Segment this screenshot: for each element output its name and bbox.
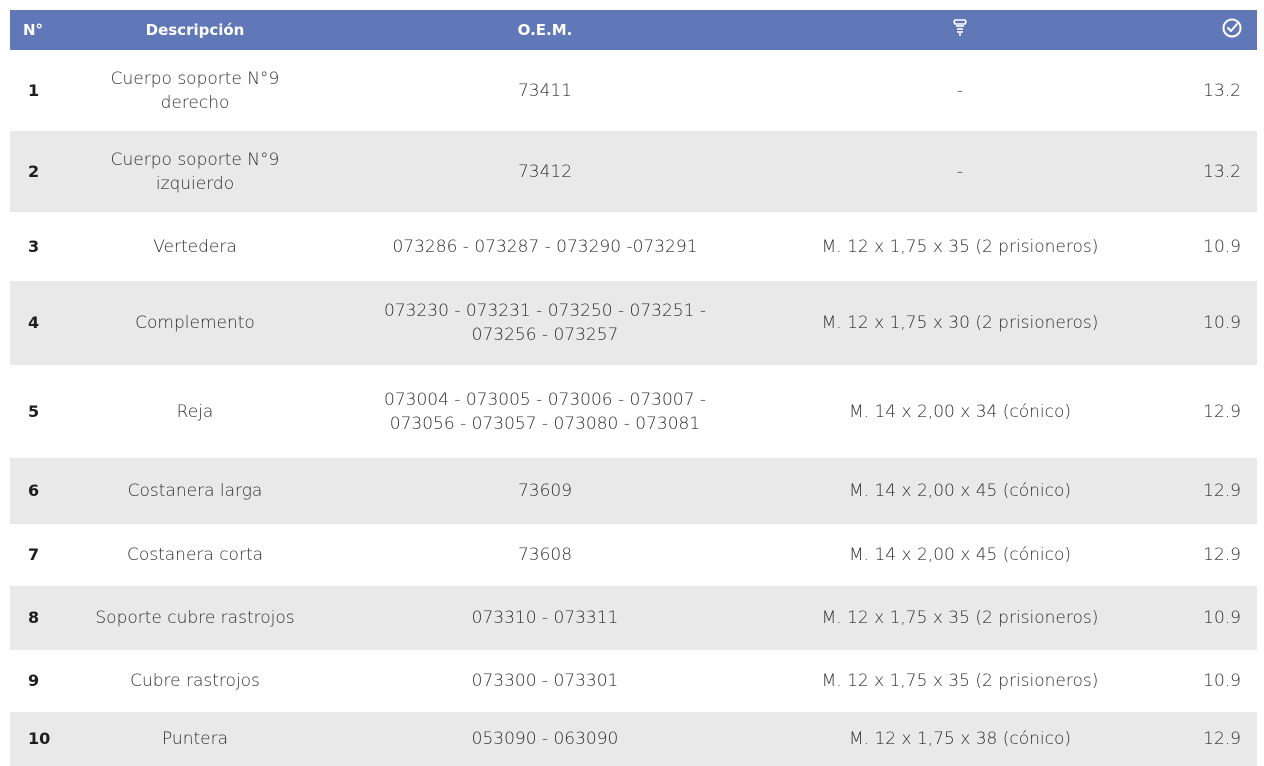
table-row [10,586,1257,650]
bolt-icon [952,18,968,42]
row-description [65,712,325,766]
row-grade: 13.2 [1203,80,1241,101]
row-oem-text: 73412 [517,161,573,182]
row-oem [325,50,765,131]
row-oem-text: 073300 - 073301 [471,671,619,691]
table-row [10,524,1257,586]
row-description-text: Costanera larga [127,481,263,501]
row-grade: 10.9 [1203,236,1241,257]
row-grade: 12.9 [1203,729,1241,749]
row-oem-text: 73608 [517,545,573,565]
row-description-text: Puntera [161,729,229,749]
row-description [65,524,325,586]
row-number: 10 [28,729,51,748]
row-description [65,650,325,712]
row-description [65,131,325,212]
header-grade [1155,10,1257,50]
table-row [10,458,1257,524]
header-oem: O.E.M. [517,21,573,39]
row-number: 1 [28,80,40,100]
row-description-text: Reja [176,401,214,422]
row-oem-text: 073004 - 073005 - 073006 - 073007 - 073056 - 073057 - 073080 - 073081 [384,389,706,434]
row-oem-text: 073310 - 073311 [471,608,619,628]
row-grade: 10.9 [1203,608,1241,628]
header-number: N° [23,21,44,39]
row-grade: 13.2 [1203,161,1241,182]
row-oem-text: 73411 [517,80,573,101]
row-oem-text: 73609 [517,481,573,501]
table-row [10,365,1257,458]
row-description-text: Cuerpo soporte N°9 izquierdo [110,149,280,194]
row-bolt: M. 12 x 1,75 x 35 (2 prisioneros) [821,608,1099,628]
row-bolt: - [956,80,964,101]
row-number: 6 [28,481,40,500]
row-description-text: Soporte cubre rastrojos [95,608,295,628]
row-grade: 10.9 [1203,313,1241,333]
row-oem [325,281,765,365]
row-bolt: M. 14 x 2,00 x 45 (cónico) [849,481,1071,501]
row-description [65,458,325,524]
row-oem [325,712,765,766]
row-bolt: M. 12 x 1,75 x 38 (cónico) [849,729,1071,749]
row-description-text: Vertedera [153,236,237,257]
row-number: 7 [28,545,40,564]
row-number: 5 [28,401,40,421]
row-description [65,281,325,365]
row-grade: 12.9 [1203,401,1241,422]
table-row [10,131,1257,212]
table-row [10,212,1257,281]
table-header-row [10,10,1257,50]
row-oem-text: 053090 - 063090 [471,729,619,749]
row-grade: 12.9 [1203,545,1241,565]
table-row [10,281,1257,365]
row-bolt: M. 14 x 2,00 x 34 (cónico) [849,401,1071,422]
check-circle-icon [1221,17,1243,43]
row-oem [325,212,765,281]
row-oem-text: 073286 - 073287 - 073290 -073291 [392,236,698,257]
row-oem [325,650,765,712]
row-grade: 10.9 [1203,671,1241,691]
row-number: 9 [28,671,40,690]
row-oem [325,365,765,458]
parts-table-container [10,10,1257,766]
row-description-text: Costanera corta [126,545,264,565]
row-number: 8 [28,608,40,627]
row-description [65,212,325,281]
row-description-text: Complemento [135,313,255,333]
row-number: 4 [28,313,40,332]
row-bolt: - [956,161,964,182]
row-number: 3 [28,236,40,256]
row-description [65,586,325,650]
row-description-text: Cuerpo soporte N°9 derecho [110,68,280,113]
table-row [10,650,1257,712]
row-bolt: M. 12 x 1,75 x 35 (2 prisioneros) [821,236,1099,257]
row-bolt: M. 14 x 2,00 x 45 (cónico) [849,545,1071,565]
table-row [10,712,1257,766]
row-oem [325,458,765,524]
row-bolt: M. 12 x 1,75 x 30 (2 prisioneros) [821,313,1099,333]
table-row [10,50,1257,131]
row-oem [325,586,765,650]
row-bolt: M. 12 x 1,75 x 35 (2 prisioneros) [821,671,1099,691]
row-description-text: Cubre rastrojos [130,671,260,691]
row-grade: 12.9 [1203,481,1241,501]
row-oem-text: 073230 - 073231 - 073250 - 073251 - 073256 - 073257 [384,301,706,345]
header-bolt [765,10,1155,50]
row-description [65,50,325,131]
parts-table [10,10,1257,766]
row-description [65,365,325,458]
row-oem [325,131,765,212]
row-number: 2 [28,161,40,181]
row-oem [325,524,765,586]
header-description: Descripción [145,21,245,39]
